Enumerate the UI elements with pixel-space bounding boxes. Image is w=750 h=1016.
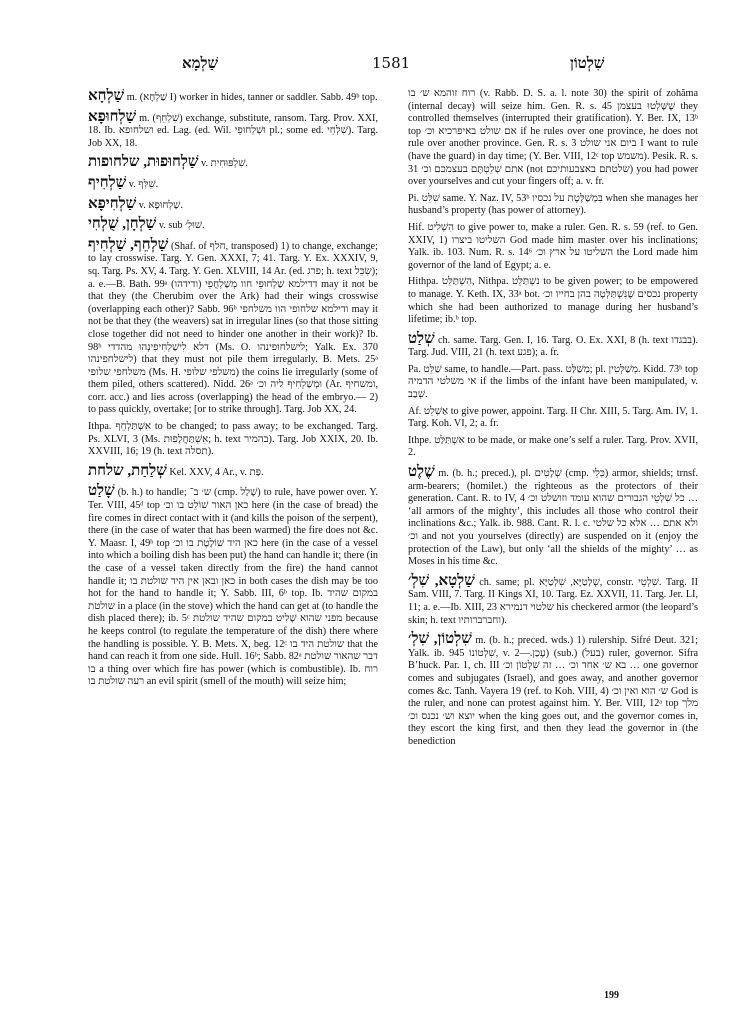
entry-definition: רוח זוהמא ש׳ בו (v. Rabb. D. S. a. l. note 30) the spirit of zohăma (internal decay) will seize him. Gen. R. s. 45 שֶׁשָּׁלְטוּ בעצמן they controlled themselves (interrupted their gratification). Y. Ber. IX, 13ᵇ top אם שולט באיפרכיא וכ׳ if he rules over one province, he does not rule over another province. Gen. R. s. 3 ביום אני שולט I want to rule (have the guard) in day time; (Y. Ber. VIII, 12ᶜ top משמש). Pesik. R. s. 31 אתם שְׁלֵטְתֶּם בעצמכם וכ׳ (not שלטתם באצבעותיכם) you had power over yourselves and cut your fingers off; a. v. fr. xyxy=(408,88,698,188)
dictionary-entry xyxy=(88,216,378,233)
dictionary-entry xyxy=(408,631,698,748)
running-header xyxy=(90,54,690,76)
entry-definition: Af. אַשְׁלֵט to give power, appoint. Targ. II Chr. XIII, 5. Targ. Am. IV, 1. Targ. Koh. VI, 2; a. fr. xyxy=(408,405,698,430)
header-right-word: שִׁלְטוֹן xyxy=(570,54,605,72)
entry-headword: שַׁלְחִיפָא xyxy=(88,195,137,212)
dictionary-entry xyxy=(88,196,378,213)
dictionary-entry xyxy=(88,154,378,171)
dictionary-entry xyxy=(408,276,698,326)
entry-definition: ch. same. Targ. Gen. I, 16. Targ. O. Ex. XXI, 8 (h. text בבגדו). Targ. Jud. VIII, 21 (h. text פגע); a. fr. xyxy=(408,334,698,359)
dictionary-entry xyxy=(408,573,698,627)
entry-headword: שַׁלְחָא xyxy=(88,88,125,104)
dictionary-entry xyxy=(408,193,698,218)
entry-headword: שִׁלְטוֹן, שִׁלְ׳ xyxy=(408,631,472,648)
entry-definition: v. שֵׁלִּף. xyxy=(128,178,159,190)
dictionary-entry xyxy=(88,421,378,459)
entry-definition: (Shaf. of חלף, transposed) 1) to change, exchange; to lay crosswise. Targ. Y. Gen. XXXI, 7; 41. Targ. Y. Ex. XXXIV, 9, sq. Targ. Ps. XV, 4. Targ. Y. Gen. XLVIII, 14 Ar. (ed. פרג; h. text שִׂכֵּל); a. e.—B. Bath. 99ᵃ דדילמא שַׁלְחוּפֵי חוו מְשַׁלְחֲפֵי (ודידהו) may it not be that they (the Cherubim over the Ark) had their wings crosswise (overlapping each other)? Sabb. 96ᵇ ודילמא שלחופי הוו משלחפי may it not be that they (the weavers) sat in irregular lines (so that those sitting close together did not need to hinder one another in their work)? Ib. 98ᵇ דלא לִישַׁלְחִיפִינְהוּ מהדדי (Ms. O. לישלחופינהו; Yalk. Ex. 370 לישלחפינהו) that they must not pile them irregularly. B. Mets. 25ᵃ משלחפי שלופי (Ms. H. משלפי שלופי) the coins lie irregularly (some of them piled, others scattered). Nidd. 26ᵃ וּמְשַׁלְחִיף ליה וכ׳ (Ar. ומשחיף, corr. acc.) and lies across (overlapping) the head of the embryo.— 2) to pass quickly, overtake; [or to strike through]. Targ. Job XX, 24. xyxy=(88,240,378,416)
entry-definition: (b. h.) to handle; ש׳ ב־ (cmp. שָׁלַל) to rule, have power over. Y. Ter. VIII, 45ᵈ top כאן האור שׁוֹלֵט בו וכ׳ here (in the case of bread) the fire comes in direct contact with it (and kills the poison of the serpent), there (in the case of water that has been warmed) the fire does not &c. Y. Maasr. I, 49ᵇ top כאן היד שׁוֹלֶטֶת בו וכ׳ here (in the case of a vessel into which a boiling dish has been put) the hand can handle it; there (in the case of a vessel taken directly from the fire) the hand cannot handle it; כאן ובאן אין היד שולטת בו in both cases the dish may be too hot for the hand to handle it; Y. Sabb. III, 6ᵇ top. Ib. במקום שהיד שולטת in a place (in the stove) which the hand can get at (to handle the dish placed there); ib. 5ᶜ מפני שהוא שָׁלִיט במקום שהיד שולטת because he keeps control (to regulate the temperature of the dish) there where the handling is possible. Y. B. Mets. X, beg. 12ᶜ שולטת היד בו that the hand can reach it from one side. Hull. 16ᵇ; Sabb. 82ᵃ דבר שהאור שולטת בו a thing over which fire has power (which is combustible). Ib. רוח רעה שולטת בו an evil spirit (smell of the mouth) will seize him; xyxy=(88,487,378,688)
dictionary-entry xyxy=(88,483,378,689)
header-left-word: שַׁלְמָא xyxy=(182,54,219,72)
left-column xyxy=(88,88,378,993)
dictionary-entry xyxy=(88,109,378,151)
dictionary-entry xyxy=(408,88,698,189)
dictionary-entry xyxy=(88,88,378,105)
entry-definition: Pi. שִׁלֵּט same. Y. Naz. IV, 53ᵇ בִּמְשַׁלֶּטֶת על נכסיו when she manages her husband’s property (has power of attorney). xyxy=(408,192,698,217)
entry-definition: m. (שִׁלְחֵף) exchange, substitute, ransom. Targ. Prov. XXI, 18. Ib. ושלחופא ed. Lag. (ed. Wil. וּשְׁלְחוּפֵי pl.; some ed. שִׁלְחֵי). Targ. Job XX, 18. xyxy=(88,112,378,149)
dictionary-entry xyxy=(88,237,378,417)
dictionary-entry xyxy=(408,364,698,402)
dictionary-entry xyxy=(408,331,698,360)
dictionary-entry xyxy=(408,435,698,460)
entry-definition: v. sub שׁוּלְ׳. xyxy=(158,220,205,232)
entry-definition: ch. same; pl. שְׁלָטַיָּא, שִׁלְטַיָּא, constr. שִׁלְטֵי. Targ. II Sam. VIII, 7. Targ. II Kings XI, 10. Targ. Ez. XXVII, 11. Targ. Jer. LI, 11; a. e.—Ib. XIII, 23 שלטוי דנמירא his checkered armor (the leopard’s skin; h. text וחברברותיו). xyxy=(408,576,698,626)
dictionary-entry xyxy=(408,406,698,431)
entry-headword: שְׁלַט xyxy=(408,330,435,347)
entry-definition: m. (שַׁלְחָא I) worker in hides, tanner or saddler. Sabb. 49ᵇ top. xyxy=(126,92,378,103)
entry-headword: שַׁלְטָא, שִׁלְ׳ xyxy=(408,572,475,589)
entry-headword: שַׁלְחֵף, שַׁלְחִיף xyxy=(88,236,169,253)
entry-definition: m. (b. h.; preced.), pl. שְׁלָטִים (cmp. כְּלֵי) armor, shields; trnsf. arm-bearers; (homilet.) the righteous as the protectors of their generation. Cant. R. to IV, 4 כל שִׁלְטֵי הגבורים שהוא עומד וזושלט וכ׳ … ‘all armors of the mighty’, this includes all those who control their inclinations &c.; Yalk. ib. 988. Cant. R. l. c. ולא אתם … אלא כל שלטי וכ׳ and not you yourselves (directly) are suspended on it (enjoy the protection of the Law), but only ‘all the shields of the mighty’ … as Moses in his time &c. xyxy=(408,468,698,568)
page-number: 1581 xyxy=(372,54,411,72)
entry-headword: שָׁלַט xyxy=(88,483,115,500)
entry-definition: Kel. XXV, 4 Ar., v. פַּת. xyxy=(169,466,264,478)
dictionary-entry xyxy=(88,463,378,480)
entry-definition: v. שִׁלְפּוּחִית. xyxy=(201,158,248,170)
entry-definition: Pa. שַׁלֵּט same, to handle.—Part. pass. מְשַׁלַּט; pl. מְשַׁלְּטִין. Kidd. 73ᵇ top אי משלטי הדמיה if the limbs of the infant have been manipulated, v. שְׁבַב. xyxy=(408,363,698,401)
entry-definition: Hithpa. הִשְׁתַּלֵּט, Nithpa. נִשְׁתַּלֵּט to be given power; to be empowered to manage. Y. Keth. IX, 33ᵃ bot. נכסים שֶׁנִּשְׁתַּלְּטָה בהן בחייו וכ׳ property which she had been authorized to manage during her husband’s lifetime; ib.ᵇ top. xyxy=(408,276,698,326)
entry-headword: שַׁלְחוּפָא xyxy=(88,108,137,125)
dictionary-entry xyxy=(88,175,378,192)
entry-definition: v. שַׁלְחוּפָא. xyxy=(138,199,183,211)
dictionary-entry xyxy=(408,464,698,569)
entry-headword: שַׁלְחָן, שֻׁלְחִי xyxy=(88,216,157,233)
dictionary-entry xyxy=(408,222,698,272)
entry-definition: Ithpa. אִשְׁתַּלְחֵף to be changed; to pass away; to be exchanged. Targ. Ps. XLVI, 3 (Ms. אִשְׁתַּחֲלָפוּת; h. text בהמיר). Targ. Job XXIX, 20. Ib. XXVIII, 16; 19 (h. text תסלה). xyxy=(88,421,378,458)
entry-definition: Hif. הִשְׁלִיט to give power to, make a ruler. Gen. R. s. 59 (ref. to Gen. XXIV, 1) השליטו ביצרו God made him master over his inclinations; Yalk. ib. 103. Num. R. s. 14⁶ השליטו על ארץ וכ׳ the Lord made him governor of the land of Egypt; a. e. xyxy=(408,221,698,271)
entry-headword: שַׁלְחִיף xyxy=(88,174,127,191)
entry-headword: שְׁלַחַת, שלחת xyxy=(88,462,167,479)
entry-headword: שַׁלְחוּפוּת, שלחופות xyxy=(88,154,199,171)
entry-headword: שֶׁלֶט xyxy=(408,464,435,481)
entry-definition: Ithpe. אִשְׁתַּלַּט to be made, or make one’s self a ruler. Targ. Prov. XVII, 2. xyxy=(408,434,698,459)
signature-mark: 199 xyxy=(604,990,619,1001)
entry-definition: m. (b. h.; preced. wds.) 1) rulership. Sifré Deut. 321; Yalk. ib. 945 שִׁלְטוֹנוֹ, v. עָכַן.—2) (sub.) (בעל) ruler, governor. Sifra B’huck. Par. 1, ch. III בא ש׳ אחד וכ׳ … זה שִׁלְטוֹן וכ׳ … one governor comes and subjugates (Israel), and goes away, and another governor comes &c. Tanh. Vayera 19 (ref. to Koh. VIII, 4) ש׳ הוא ואין וכ׳ God is the ruler, and none can protest against him. Y. Ber. VIII, 12ᵃ top מלך יוצא וש׳ נכנס וכ׳ when the king goes out, and the governor comes in, they escort the king first, and then they lead the governor in (the benediction xyxy=(408,635,698,747)
right-column xyxy=(408,88,698,993)
